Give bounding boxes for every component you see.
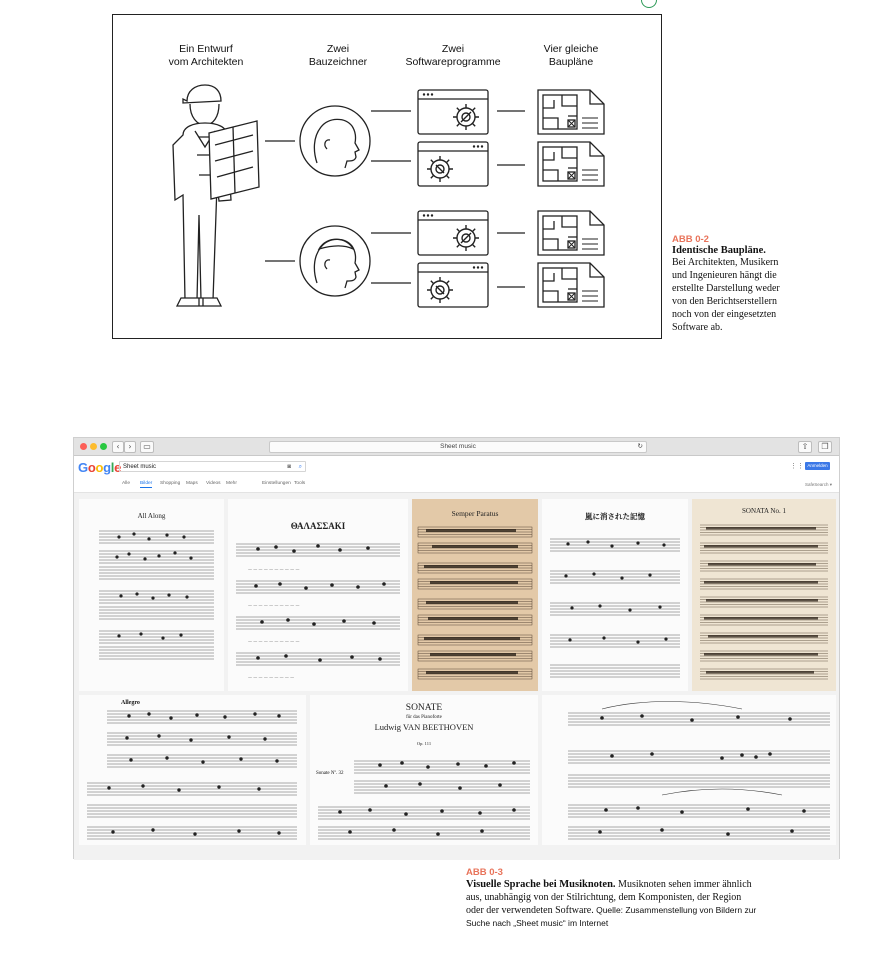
head-profile-icon [300,226,370,296]
head-profile-icon [300,106,370,176]
result-thumbnail[interactable] [692,499,836,691]
thumbnail-title: SONATE [405,703,443,713]
caption-source: Quelle: Zusammenstellung von Bildern zur [593,905,757,915]
header-line: Zwei [326,43,350,55]
blueprint-icon [538,263,604,307]
header-line: Baupläne [548,56,594,68]
close-window-button[interactable] [80,443,87,450]
caption-body [672,256,822,334]
forward-button[interactable]: › [124,441,136,453]
architect-icon [173,85,259,306]
thumbnail-title: Allegro [121,700,140,706]
sheet-music-image [692,499,836,691]
caption-title: Identische Baupläne. [672,245,766,256]
reload-icon[interactable]: ↻ [637,443,643,450]
page-mark-icon [641,0,657,8]
figure-identical-blueprints [112,14,662,339]
gear-icon [453,104,479,130]
gear-icon [427,156,453,182]
caption-text: oder der verwendeten Software. [466,905,594,916]
search-input[interactable] [119,461,306,472]
apps-grid-icon[interactable]: ⋮⋮ [790,463,804,470]
svg-text:— — — — — — — — — —: — — — — — — — — — — [248,639,300,644]
search-icon[interactable]: ⌕ [298,464,302,470]
svg-text:— — — — — — — — — —: — — — — — — — — — — [248,567,300,572]
caption-label: ABB 0-2 [672,234,709,245]
header-blueprints [521,43,621,69]
browser-titlebar [74,438,839,456]
header-software [398,43,508,69]
caption-text: Musiknoten sehen immer ähnlich [615,879,752,890]
signin-button[interactable]: Anmelden [805,462,830,470]
result-thumbnail[interactable] [310,695,538,845]
tabs-overview-button[interactable]: ❐ [818,441,832,453]
software-window-icon [418,263,488,307]
google-logo[interactable]: Google [78,460,122,475]
caption-label: ABB 0-3 [466,867,503,878]
caption-figure-02 [672,234,822,334]
caption-line [466,904,796,917]
tab-maps[interactable]: Maps [186,481,198,486]
browser-window [73,437,840,859]
caption-line: von den Berichtserstellern [672,296,777,307]
caption-source: Suche nach „Sheet music“ im Internet [466,918,609,928]
caption-line: aus, unabhängig von der Stilrichtung, dem Komponisten, der Region [466,892,742,903]
tab-images[interactable]: Bilder [140,481,153,486]
camera-icon[interactable]: ◙ [287,464,291,470]
header-draftsmen [293,43,383,69]
caption-line [466,878,796,891]
thumbnail-subtitle: für das Pianoforte [406,715,442,720]
gear-icon [453,225,479,251]
minimize-window-button[interactable] [90,443,97,450]
thumbnail-title: ΘΑΛΑΣΣΑΚΙ [290,521,346,531]
header-line: vom Architekten [168,56,244,68]
tab-tools[interactable]: Tools [294,481,306,486]
svg-text:— — — — — — — — — —: — — — — — — — — — — [248,603,300,608]
tab-settings[interactable]: Einstellungen [262,481,291,486]
sheet-music-image [228,499,408,691]
sheet-music-image [412,499,538,691]
result-thumbnail[interactable] [542,695,836,845]
tab-all[interactable]: Alle [122,481,130,486]
sheet-music-image [79,695,306,845]
google-header [74,456,839,493]
blueprint-icon [538,90,604,134]
thumbnail-title: SONATA No. 1 [742,507,786,515]
blueprint-icon [538,211,604,255]
thumbnail-title: 嵐に消された記憶 [585,512,645,521]
thumbnail-sonata-number: Sonate Nº. 32 [316,771,344,776]
maximize-window-button[interactable] [100,443,107,450]
caption-line: erstellte Darstellung weder [672,283,780,294]
search-query: Sheet music [123,464,157,470]
share-button[interactable]: ⇧ [798,441,812,453]
sheet-music-image [542,499,688,691]
gear-icon [427,277,453,303]
blueprint-icon [538,142,604,186]
sheet-music-image [310,695,538,845]
svg-text:— — — — — — — — —: — — — — — — — — — [248,675,295,680]
header-line: Softwareprogramme [405,56,501,68]
software-window-icon [418,142,488,186]
caption-figure-03 [466,867,796,930]
tab-more[interactable]: Mehr [226,481,237,486]
thumbnail-title: Semper Paratus [451,509,499,518]
header-line: Ein Entwurf [179,43,233,55]
safesearch-dropdown[interactable]: SafeSearch ▾ [805,482,833,487]
caption-body [466,878,796,930]
result-thumbnail[interactable] [79,695,306,845]
tab-shopping[interactable]: Shopping [160,481,181,486]
caption-line: und Ingenieuren hängt die [672,270,777,281]
result-thumbnail[interactable] [412,499,538,691]
caption-line: Bei Architekten, Musikern [672,257,779,268]
software-window-icon [418,90,488,134]
caption-line: Software ab. [672,322,723,333]
thumbnail-composer: Ludwig VAN BEETHOVEN [374,722,474,732]
header-line: Zwei [441,43,465,55]
sheet-music-image [79,499,224,691]
result-thumbnail[interactable] [542,499,688,691]
thumbnail-opus: Op. 111 [416,741,432,746]
software-window-icon [418,211,488,255]
thumbnail-title: All Along [137,512,166,520]
tab-videos[interactable]: Videos [206,481,221,486]
back-button[interactable]: ‹ [112,441,124,453]
caption-line: noch von der eingesetzten [672,309,777,320]
header-line: Vier gleiche [543,43,599,55]
sheet-music-image [542,695,836,845]
caption-title: Visuelle Sprache bei Musiknoten. [466,879,616,890]
sidebar-toggle-button[interactable]: ▭ [140,441,154,453]
header-line: Bauzeichner [308,56,368,68]
image-results-grid [74,493,839,860]
result-thumbnail[interactable] [79,499,224,691]
address-text: Sheet music [440,443,476,450]
header-architect [151,43,261,69]
result-thumbnail[interactable] [228,499,408,691]
address-bar[interactable] [269,441,647,453]
